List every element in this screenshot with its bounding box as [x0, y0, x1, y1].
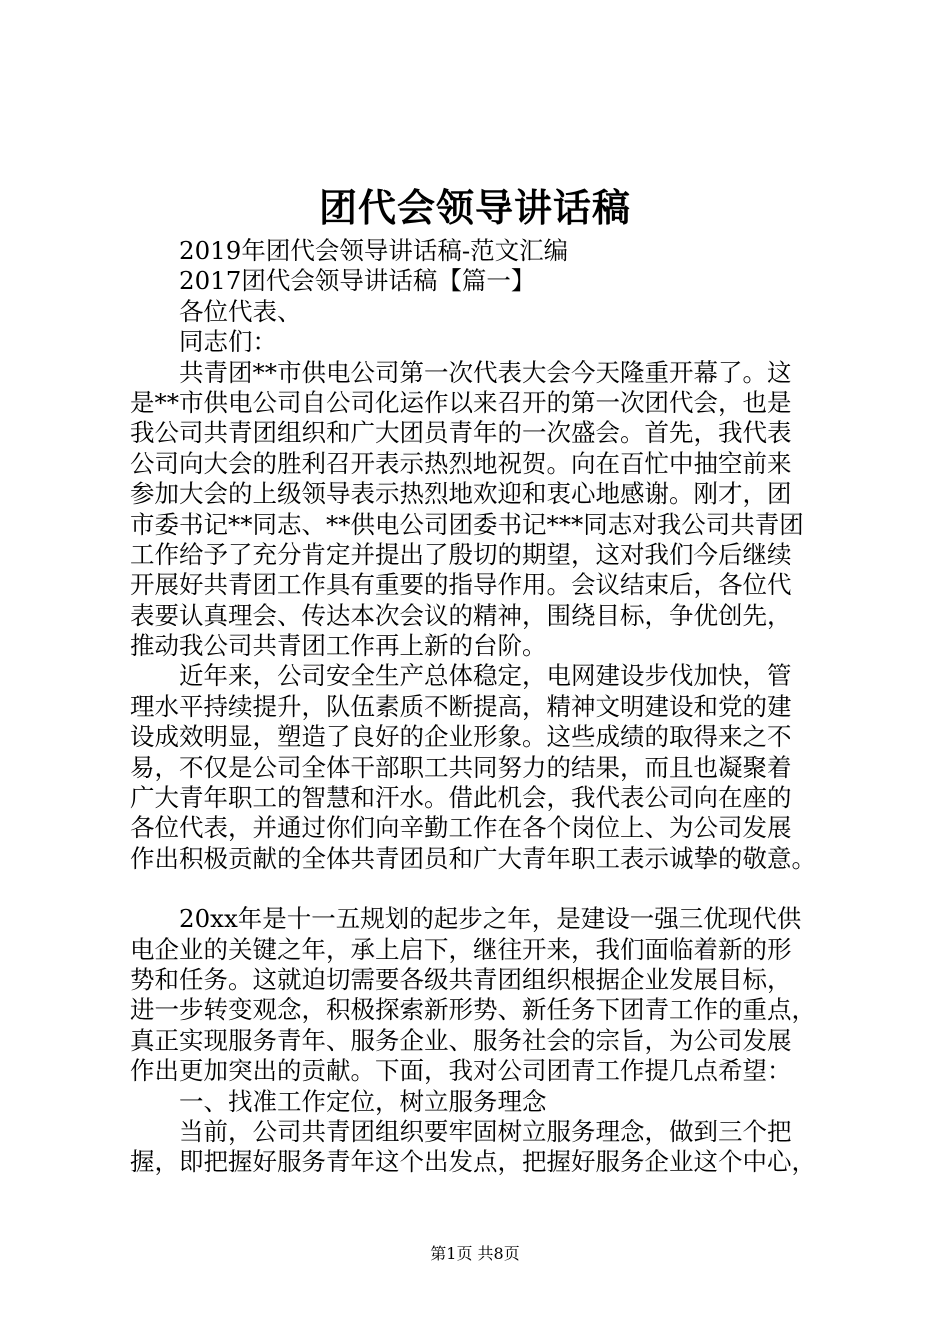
section-heading: 一、找准工作定位，树立服务理念 [179, 1086, 547, 1116]
paragraph-line: 工作给予了充分肯定并提出了殷切的期望，这对我们今后继续 [130, 539, 792, 569]
document-body [130, 236, 845, 1178]
paragraph-line: 广大青年职工的智慧和汗水。借此机会，我代表公司向在座的 [130, 783, 792, 813]
paragraph-line: 电企业的关键之年，承上启下，继往开来，我们面临着新的形 [130, 934, 792, 964]
paragraph-line: 20xx年是十一五规划的起步之年，是建设一强三优现代供 [179, 904, 802, 934]
paragraph-line: 各位代表，并通过你们向辛勤工作在各个岗位上、为公司发展 [130, 813, 792, 843]
paragraph-line: 易，不仅是公司全体干部职工共同努力的结果，而且也凝聚着 [130, 752, 792, 782]
paragraph-line: 推动我公司共青团工作再上新的台阶。 [130, 631, 547, 661]
paragraph-line: 公司向大会的胜利召开表示热烈地祝贺。向在百忙中抽空前来 [130, 448, 792, 478]
salutation-line: 各位代表、 [179, 296, 302, 326]
paragraph-line: 作出积极贡献的全体共青团员和广大青年职工表示诚挚的敬意。 [130, 843, 816, 873]
paragraph-line: 设成效明显，塑造了良好的企业形象。这些成绩的取得来之不 [130, 722, 792, 752]
paragraph-line: 是**市供电公司自公司化运作以来召开的第一次团代会，也是 [130, 387, 792, 417]
section-heading: 2017团代会领导讲话稿【篇一】 [179, 266, 536, 296]
paragraph-line: 进一步转变观念，积极探索新形势、新任务下团青工作的重点， [130, 995, 816, 1025]
paragraph-line: 参加大会的上级领导表示热烈地欢迎和衷心地感谢。刚才，团 [130, 479, 792, 509]
paragraph-line: 市委书记**同志、**供电公司团委书记***同志对我公司共青团 [130, 509, 804, 539]
paragraph-line: 共青团**市供电公司第一次代表大会今天隆重开幕了。这 [179, 357, 792, 387]
paragraph-line: 理水平持续提升，队伍素质不断提高，精神文明建设和党的建 [130, 691, 792, 721]
paragraph-line: 当前，公司共青团组织要牢固树立服务理念，做到三个把 [179, 1116, 792, 1146]
page-footer: 第1页 共8页 [430, 1244, 520, 1263]
paragraph-line: 开展好共青团工作具有重要的指导作用。会议结束后，各位代 [130, 570, 792, 600]
paragraph-line: 真正实现服务青年、服务企业、服务社会的宗旨，为公司发展 [130, 1025, 792, 1055]
paragraph-gap [130, 874, 845, 904]
paragraph-line: 握，即把握好服务青年这个出发点，把握好服务企业这个中心， [130, 1147, 816, 1177]
document-title: 团代会领导讲话稿 [318, 185, 631, 230]
paragraph-line: 表要认真理会、传达本次会议的精神，围绕目标，争优创先， [130, 600, 792, 630]
paragraph-line: 近年来，公司安全生产总体稳定，电网建设步伐加快，管 [179, 661, 792, 691]
paragraph-line: 势和任务。这就迫切需要各级共青团组织根据企业发展目标， [130, 964, 792, 994]
salutation-line: 同志们： [179, 327, 277, 357]
subtitle-line: 2019年团代会领导讲话稿-范文汇编 [179, 236, 569, 265]
paragraph-line: 作出更加突出的贡献。下面，我对公司团青工作提几点希望： [130, 1056, 792, 1086]
paragraph-line: 我公司共青团组织和广大团员青年的一次盛会。首先，我代表 [130, 418, 792, 448]
